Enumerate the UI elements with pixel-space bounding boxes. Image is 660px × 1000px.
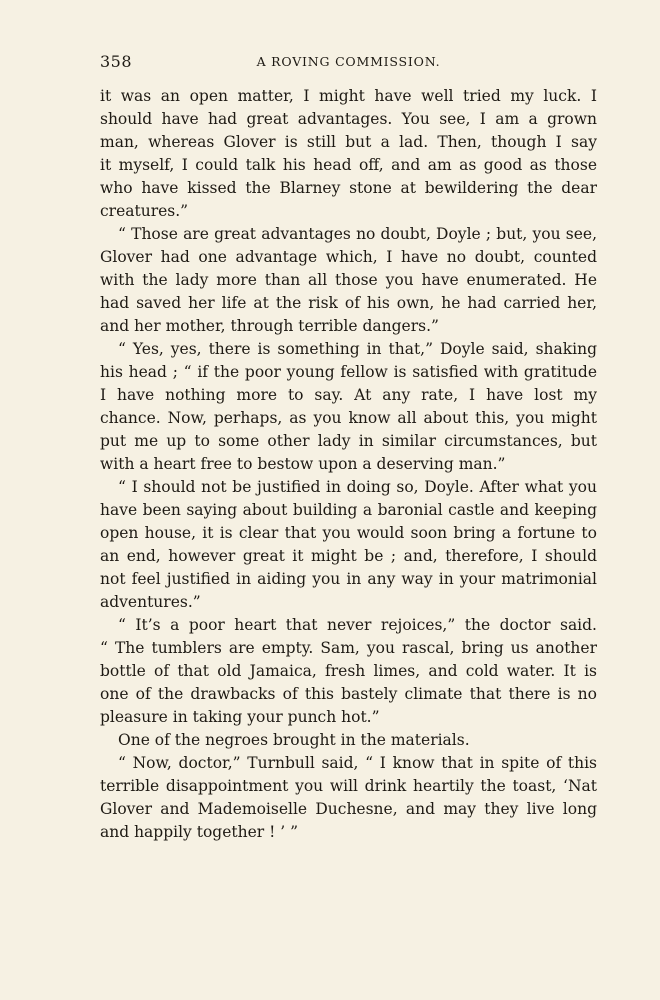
text-line: and happily together ! ’ ” <box>100 823 299 841</box>
text-line: with the lady more than all those you have enumerated. He <box>100 271 597 289</box>
text-line: pleasure in taking your punch hot.” <box>100 708 380 726</box>
text-line: put me up to some other lady in similar circumstances, but <box>100 432 597 450</box>
text-line: creatures.” <box>100 202 189 220</box>
text-line: “ Those are great advantages no doubt, Doyle ; but, you see, <box>118 225 597 243</box>
page-header <box>100 52 597 74</box>
body-text <box>100 85 597 844</box>
text-line: One of the negroes brought in the materials. <box>118 731 470 749</box>
text-line: I have nothing more to say. At any rate, I have lost my <box>100 386 597 404</box>
text-line: Glover had one advantage which, I have no doubt, counted <box>100 248 597 266</box>
text-line: should have had great advantages. You see, I am a grown <box>100 110 597 128</box>
text-line: man, whereas Glover is still but a lad. Then, though I say <box>100 133 597 151</box>
text-line: “ It’s a poor heart that never rejoices,” the doctor said. <box>118 616 597 634</box>
text-line: who have kissed the Blarney stone at bewildering the dear <box>100 179 597 197</box>
text-line: “ I should not be justified in doing so, Doyle. After what you <box>118 478 597 496</box>
text-line: “ Yes, yes, there is something in that,” Doyle said, shaking <box>118 340 597 358</box>
text-line: an end, however great it might be ; and, therefore, I should <box>100 547 597 565</box>
text-line: open house, it is clear that you would soon bring a fortune to <box>100 524 597 542</box>
text-line: chance. Now, perhaps, as you know all about this, you might <box>100 409 597 427</box>
text-line: adventures.” <box>100 593 201 611</box>
page-number: 358 <box>100 52 133 71</box>
text-line: not feel justified in aiding you in any way in your matrimonial <box>100 570 597 588</box>
text-line: it myself, I could talk his head off, and am as good as those <box>100 156 597 174</box>
text-line: “ Now, doctor,” Turnbull said, “ I know that in spite of this <box>118 754 597 772</box>
text-line: with a heart free to bestow upon a deserving man.” <box>100 455 506 473</box>
text-line: have been saying about building a baronial castle and keeping <box>100 501 597 519</box>
text-line: and her mother, through terrible dangers.” <box>100 317 439 335</box>
text-line: “ The tumblers are empty. Sam, you rascal, bring us another <box>100 639 597 657</box>
running-title: A ROVING COMMISSION. <box>256 54 441 69</box>
text-line: terrible disappointment you will drink heartily the toast, ‘Nat <box>100 777 597 795</box>
text-line: had saved her life at the risk of his own, he had carried her, <box>100 294 597 312</box>
text-line: one of the drawbacks of this bastely climate that there is no <box>100 685 597 703</box>
text-line: bottle of that old Jamaica, fresh limes, and cold water. It is <box>100 662 597 680</box>
text-line: it was an open matter, I might have well tried my luck. I <box>100 87 597 105</box>
text-line: Glover and Mademoiselle Duchesne, and may they live long <box>100 800 597 818</box>
text-line: his head ; “ if the poor young fellow is satisfied with gratitude <box>100 363 597 381</box>
